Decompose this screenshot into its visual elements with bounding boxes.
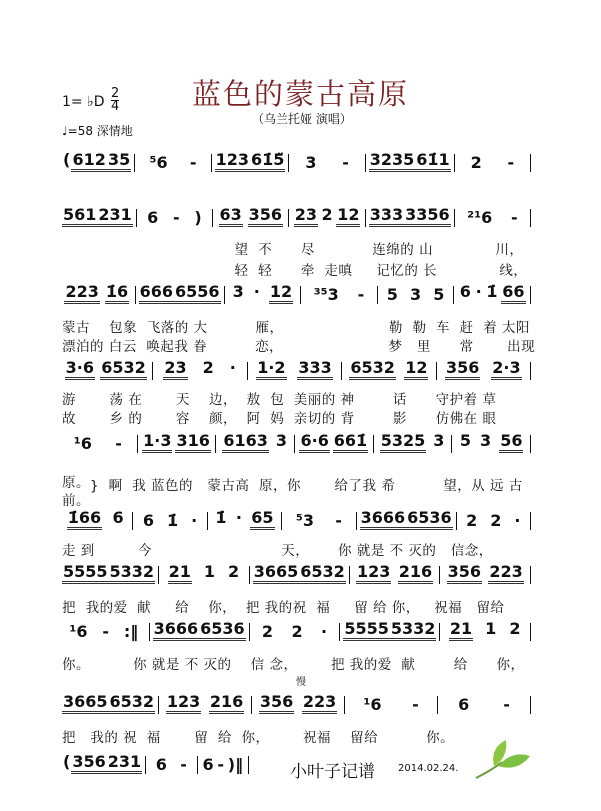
note-group: 661̇ bbox=[333, 431, 368, 453]
measure bbox=[216, 205, 285, 227]
measure bbox=[377, 431, 449, 453]
note-group: 6536 bbox=[199, 619, 246, 641]
note-group: 6 bbox=[142, 511, 155, 530]
note-group: 21 bbox=[449, 619, 473, 641]
notation-line bbox=[62, 752, 252, 774]
measure bbox=[201, 755, 245, 774]
measure bbox=[228, 282, 298, 304]
bar-line bbox=[211, 154, 212, 172]
bar-line bbox=[152, 362, 153, 380]
note-group: 5325 bbox=[380, 431, 427, 453]
bar-line bbox=[530, 696, 531, 714]
song-title: 蓝色的蒙古高原 bbox=[192, 77, 410, 111]
note-group: 2 bbox=[228, 562, 240, 581]
measure bbox=[62, 150, 131, 172]
measure bbox=[153, 619, 246, 641]
note-group: 6163 bbox=[222, 431, 269, 453]
lyric-line: 你。 你 就是 不 灭的 信 念， 把 我的爱 献 给 你， bbox=[62, 657, 525, 673]
bar-line bbox=[365, 154, 366, 172]
bar-line bbox=[294, 435, 295, 453]
measure bbox=[62, 282, 132, 304]
measure bbox=[253, 622, 337, 641]
measure bbox=[139, 282, 221, 304]
note-group: 66 bbox=[501, 282, 525, 304]
note-group: 5555 bbox=[62, 562, 109, 584]
meter-bottom: 4 bbox=[111, 99, 120, 114]
bar-line bbox=[451, 435, 452, 453]
measure bbox=[298, 431, 370, 453]
note-group: 333 bbox=[297, 358, 332, 380]
measure bbox=[156, 358, 243, 380]
note-group: 6 bbox=[459, 282, 471, 301]
measure bbox=[219, 431, 291, 453]
note-group: 1̇ bbox=[486, 282, 498, 301]
note-group: 6532 bbox=[349, 358, 396, 380]
bar-line bbox=[132, 512, 133, 530]
bar-line bbox=[137, 435, 138, 453]
note-group: - bbox=[342, 153, 349, 172]
note-group: - bbox=[510, 208, 518, 227]
note-group: 5332 bbox=[390, 619, 437, 641]
note-group: 6556 bbox=[174, 282, 221, 304]
note-group: - bbox=[173, 208, 180, 227]
note-group: 1 bbox=[485, 619, 497, 638]
notation-line bbox=[62, 562, 534, 584]
note-group: 63 bbox=[219, 205, 243, 227]
note-group: 35 bbox=[107, 150, 131, 172]
note-group: 3 bbox=[305, 153, 317, 172]
measure bbox=[460, 511, 527, 530]
measure bbox=[360, 508, 453, 530]
bar-line bbox=[439, 566, 440, 584]
bar-line bbox=[530, 566, 531, 584]
note-group: · bbox=[229, 358, 236, 377]
lyric-line: 把 我的爱 献 给 你， 把 我的祝 福 留 给 你， 祝福 留给 bbox=[62, 600, 505, 616]
note-group: 2 bbox=[291, 622, 303, 641]
note-group: 2 bbox=[202, 358, 214, 377]
bar-line bbox=[251, 696, 252, 714]
measure bbox=[292, 153, 361, 172]
notation-line bbox=[62, 282, 534, 304]
note-group: 123 bbox=[166, 692, 201, 714]
note-group: :‖ bbox=[123, 622, 139, 641]
bar-line bbox=[349, 566, 350, 584]
bar-line bbox=[344, 696, 345, 714]
lyric-line: 游 荡 在 天 边， 敖 包 美丽的 神 话 守护着 草 bbox=[62, 392, 497, 408]
bar-line bbox=[454, 154, 455, 172]
time-signature bbox=[111, 88, 119, 113]
note-group: 1·2 bbox=[256, 358, 286, 380]
bar-line bbox=[136, 209, 137, 227]
note-group: )‖ bbox=[227, 755, 244, 774]
bar-line bbox=[224, 286, 225, 304]
measure bbox=[348, 695, 434, 714]
measure bbox=[211, 508, 278, 530]
lyric-line-chorus: } 啊 我 蓝色的 蒙古高 原，你 给了我 希 望，从 远 古 bbox=[90, 478, 523, 494]
bar-line bbox=[149, 623, 150, 641]
note-group: 6532 bbox=[100, 358, 147, 380]
note-group: 216 bbox=[398, 562, 433, 584]
measure bbox=[140, 208, 209, 227]
note-group: ⁵3 bbox=[295, 511, 314, 530]
note-group: 2 bbox=[509, 619, 521, 638]
note-group: 1̇ bbox=[215, 508, 227, 527]
lyric-line: 前。 bbox=[62, 493, 90, 509]
bar-line bbox=[530, 209, 531, 227]
note-group: 223 bbox=[488, 562, 523, 584]
bar-line bbox=[436, 362, 437, 380]
lyric-line: 漂泊的 白云 唤起我 眷 恋， 梦 里 常 出现 bbox=[62, 339, 536, 355]
note-group: 6536 bbox=[406, 508, 453, 530]
bar-line bbox=[339, 623, 340, 641]
note-group: 3235 bbox=[369, 150, 416, 172]
note-group: 23 bbox=[294, 205, 318, 227]
note-group: 3 bbox=[480, 431, 492, 450]
note-group: 6532 bbox=[299, 562, 346, 584]
note-group: 61̇1 bbox=[415, 150, 450, 172]
note-group: 666 bbox=[139, 282, 174, 304]
note-group: - bbox=[217, 755, 225, 774]
note-group: 6·6 bbox=[299, 431, 329, 453]
bar-line bbox=[373, 435, 374, 453]
note-group: 356 bbox=[259, 692, 294, 714]
bar-line bbox=[249, 566, 250, 584]
note-group: 3·6 bbox=[65, 358, 95, 380]
measure bbox=[138, 153, 207, 172]
note-group: 3666 bbox=[360, 508, 407, 530]
notation-line bbox=[62, 205, 534, 227]
lyric-line: 把 我的 祝 福 留 给 你， 祝福 留给 你。 bbox=[62, 730, 455, 746]
notation-line bbox=[62, 358, 534, 380]
note-group: 356 bbox=[447, 562, 482, 584]
note-group: 6 bbox=[202, 755, 214, 774]
note-group: · bbox=[253, 282, 260, 301]
note-group: - bbox=[412, 695, 419, 714]
note-group: ³⁵3 bbox=[313, 285, 339, 304]
note-group: 5 bbox=[386, 285, 398, 304]
note-group: 2·3 bbox=[491, 358, 521, 380]
note-group: 2 bbox=[490, 511, 502, 530]
note-group: 12 bbox=[269, 282, 293, 304]
note-group: 3666 bbox=[153, 619, 200, 641]
bar-line bbox=[135, 286, 136, 304]
bar-line bbox=[207, 512, 208, 530]
note-group: 3 bbox=[232, 282, 244, 301]
measure bbox=[369, 150, 451, 172]
note-group: ) bbox=[194, 208, 202, 227]
note-group: 2 bbox=[466, 511, 478, 530]
measure bbox=[251, 358, 338, 380]
note-group: 12 bbox=[404, 358, 428, 380]
measure bbox=[62, 508, 129, 530]
notation-line bbox=[62, 692, 534, 714]
note-group: ( bbox=[63, 752, 71, 771]
measure bbox=[62, 205, 133, 227]
measure bbox=[62, 562, 155, 584]
note-group: 1̇66 bbox=[67, 508, 102, 530]
note-group: 1̇ bbox=[167, 511, 179, 530]
measure bbox=[455, 431, 527, 453]
note-group: 65 bbox=[250, 508, 274, 530]
measure bbox=[255, 692, 341, 714]
bar-line bbox=[288, 154, 289, 172]
measure bbox=[62, 434, 134, 453]
bar-line bbox=[215, 435, 216, 453]
measure bbox=[440, 358, 527, 380]
note-group: 356 bbox=[71, 752, 106, 774]
transcriber-signature: 小叶子记谱 bbox=[290, 762, 375, 782]
bar-line bbox=[281, 512, 282, 530]
note-group: 3665 bbox=[62, 692, 109, 714]
measure bbox=[457, 282, 527, 304]
note-group: 123 bbox=[215, 150, 250, 172]
note-group: ⁵6 bbox=[149, 153, 168, 172]
transcription-date: 2014.02.24. bbox=[398, 763, 459, 774]
measure bbox=[62, 752, 142, 774]
measure bbox=[136, 511, 203, 530]
note-group: - bbox=[507, 153, 515, 172]
note-group: · bbox=[191, 511, 198, 530]
lyric-line: 蒙古 包象 飞落的 大 雁， 勒 勒 车 赶 着 太阳 bbox=[62, 320, 530, 336]
measure bbox=[381, 285, 451, 304]
note-group: 123 bbox=[356, 562, 391, 584]
measure bbox=[345, 358, 432, 380]
bar-line bbox=[212, 209, 213, 227]
bar-line bbox=[530, 512, 531, 530]
note-group: 3 bbox=[433, 431, 445, 450]
note-group: ¹6 bbox=[69, 622, 88, 641]
measure bbox=[62, 622, 146, 641]
note-group: - bbox=[335, 511, 342, 530]
note-group: 56 bbox=[499, 431, 523, 453]
notation-line bbox=[62, 431, 534, 453]
note-group: - bbox=[189, 153, 197, 172]
note-group: 6 bbox=[458, 695, 470, 714]
bar-line bbox=[288, 209, 289, 227]
bar-line bbox=[300, 286, 301, 304]
note-group: 356 bbox=[445, 358, 480, 380]
measure bbox=[443, 619, 527, 641]
notation-line bbox=[62, 508, 534, 530]
note-group: - bbox=[102, 622, 109, 641]
bar-line bbox=[530, 362, 531, 380]
note-group: 2 bbox=[470, 153, 482, 172]
note-group: 223 bbox=[302, 692, 337, 714]
leaf-icon bbox=[472, 740, 532, 784]
note-group: 2 bbox=[261, 622, 274, 641]
note-group: · bbox=[514, 511, 521, 530]
bar-line bbox=[134, 154, 135, 172]
bar-line bbox=[454, 209, 455, 227]
note-group: 61̇5̈ bbox=[250, 150, 285, 172]
bar-line bbox=[530, 435, 531, 453]
measure bbox=[162, 692, 248, 714]
notation-line bbox=[62, 150, 534, 172]
bar-line bbox=[145, 756, 146, 774]
bar-line bbox=[341, 362, 342, 380]
bar-line bbox=[530, 154, 531, 172]
note-group: 231 bbox=[97, 205, 132, 227]
bar-line bbox=[365, 209, 366, 227]
note-group: 6 bbox=[155, 755, 167, 774]
note-group: 356 bbox=[248, 205, 283, 227]
note-group: · bbox=[235, 508, 242, 527]
measure bbox=[141, 431, 213, 453]
note-group: 561 bbox=[62, 205, 97, 227]
note-group: 5 bbox=[459, 431, 472, 450]
note-group: 6 bbox=[112, 508, 124, 527]
measure bbox=[443, 562, 527, 584]
lyric-line: 轻 轻 牵 走嗔 记忆的 长 线， bbox=[62, 263, 528, 279]
note-group: 3 bbox=[410, 285, 422, 304]
notation-line bbox=[62, 619, 534, 641]
bar-line bbox=[530, 286, 531, 304]
measure bbox=[458, 208, 527, 227]
measure bbox=[253, 562, 346, 584]
note-group: 333 bbox=[369, 205, 404, 227]
note-group: - bbox=[503, 695, 510, 714]
bar-line bbox=[530, 623, 531, 641]
note-group: 2 bbox=[321, 205, 333, 224]
bar-line bbox=[247, 362, 248, 380]
measure bbox=[353, 562, 437, 584]
measure bbox=[292, 205, 361, 227]
note-group: ( bbox=[63, 150, 71, 169]
note-group: - bbox=[115, 434, 122, 453]
measure bbox=[441, 695, 527, 714]
bar-line bbox=[377, 286, 378, 304]
tempo-slow-marking: 慢 bbox=[296, 677, 306, 688]
note-group: 3665 bbox=[253, 562, 300, 584]
note-group: 316 bbox=[175, 431, 210, 453]
key-signature: 1= ♭D bbox=[62, 94, 105, 110]
bar-line bbox=[248, 756, 249, 774]
note-group: - bbox=[180, 755, 187, 774]
bar-line bbox=[356, 512, 357, 530]
measure bbox=[285, 511, 352, 530]
measure bbox=[369, 205, 451, 227]
note-group: 1̇6 bbox=[105, 282, 129, 304]
measure bbox=[343, 619, 436, 641]
note-group: 6 bbox=[147, 208, 159, 227]
note-group: 21 bbox=[168, 562, 192, 584]
note-group: 3356 bbox=[404, 205, 451, 227]
measure bbox=[149, 755, 193, 774]
measure bbox=[215, 150, 286, 172]
measure bbox=[304, 285, 374, 304]
note-group: 231 bbox=[107, 752, 142, 774]
note-group: · bbox=[321, 622, 328, 641]
measure bbox=[62, 692, 155, 714]
bar-line bbox=[158, 566, 159, 584]
note-group: 23 bbox=[163, 358, 187, 380]
note-group: · bbox=[475, 282, 482, 301]
bar-line bbox=[249, 623, 250, 641]
measure bbox=[458, 153, 527, 172]
measure bbox=[62, 358, 149, 380]
lyric-line: 望 不 尽 连绵的 山 川， bbox=[62, 242, 524, 258]
bar-line bbox=[456, 512, 457, 530]
note-group: 12 bbox=[336, 205, 360, 227]
note-group: 612 bbox=[71, 150, 106, 172]
note-group: 3 bbox=[275, 431, 288, 450]
bar-line bbox=[439, 623, 440, 641]
bar-line bbox=[158, 696, 159, 714]
lyric-line: 原。 bbox=[62, 475, 90, 491]
note-group: 216 bbox=[209, 692, 244, 714]
bar-line bbox=[453, 286, 454, 304]
tempo-marking: ♩=58 深情地 bbox=[62, 124, 133, 138]
note-group: ²¹6 bbox=[467, 208, 493, 227]
lyric-line: 走 到 今 天， 你 就是 不 灭的 信念， bbox=[62, 543, 493, 559]
note-group: 5555 bbox=[343, 619, 390, 641]
note-group: ¹6 bbox=[363, 695, 382, 714]
note-group: 5332 bbox=[109, 562, 156, 584]
note-group: ¹6 bbox=[73, 434, 92, 453]
note-group: 1 bbox=[203, 562, 215, 581]
measure bbox=[162, 562, 246, 584]
bar-line bbox=[437, 696, 438, 714]
note-group: 223 bbox=[64, 282, 99, 304]
meter-top: 2 bbox=[111, 86, 120, 101]
note-group: 5 bbox=[433, 285, 445, 304]
note-group: 6532 bbox=[109, 692, 156, 714]
lyric-line: 故 乡 的 容 颜， 阿 妈 亲切的 背 影 仿佛在 眼 bbox=[62, 411, 497, 427]
note-group: - bbox=[357, 285, 365, 304]
singer-credit: （乌兰托娅 演唱） bbox=[252, 112, 352, 126]
note-group: 1·3 bbox=[142, 431, 172, 453]
bar-line bbox=[197, 756, 198, 774]
